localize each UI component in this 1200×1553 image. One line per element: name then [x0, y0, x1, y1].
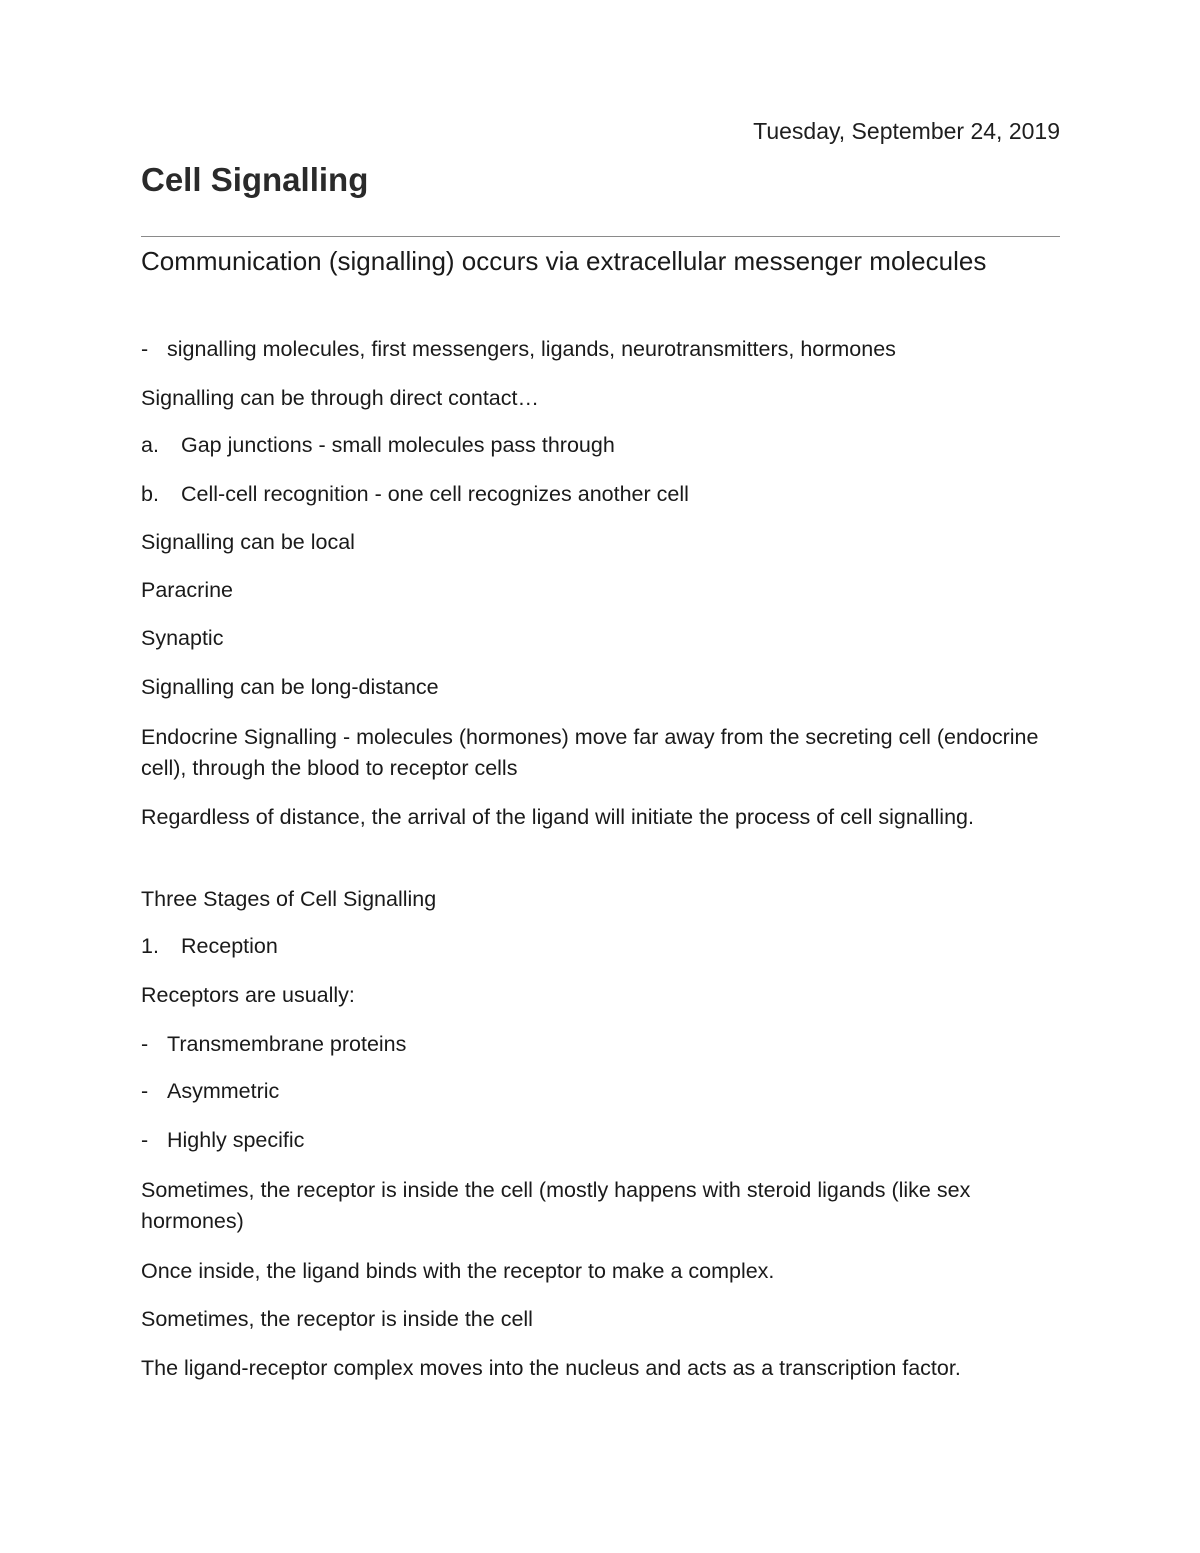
list-item-text: Reception [181, 934, 278, 958]
paragraph-direct-contact: Signalling can be through direct contact… [141, 386, 539, 410]
bullet-receptor-prop [141, 1076, 279, 1107]
bullet-text: Highly specific [167, 1128, 305, 1152]
section-heading: Communication (signalling) occurs via extracellular messenger molecules [141, 246, 987, 276]
paragraph-receptors-usually: Receptors are usually: [141, 983, 355, 1007]
paragraph-paracrine: Paracrine [141, 578, 234, 602]
paragraph-sometimes-inside: Sometimes, the receptor is inside the cell (mostly happens with steroid ligands (like sex hormones) [141, 1178, 971, 1233]
note-date: Tuesday, September 24, 2019 [753, 118, 1060, 144]
paragraph-long-distance: Signalling can be long-distance [141, 675, 439, 699]
numbered-item-1 [141, 931, 278, 962]
list-marker: a. [141, 433, 159, 457]
bullet-text: signalling molecules, first messengers, ligands, neurotransmitters, hormones [167, 337, 896, 361]
list-item-b [141, 479, 689, 510]
list-marker: b. [141, 482, 159, 506]
title-divider [141, 236, 1060, 237]
bullet-marker: - [141, 1032, 149, 1056]
paragraph-regardless: Regardless of distance, the arrival of the ligand will initiate the process of cell signalling. [141, 805, 974, 829]
bullet-signalling-molecules [141, 334, 896, 365]
bullet-marker: - [141, 337, 149, 361]
bullet-receptor-prop [141, 1125, 304, 1156]
list-item-a [141, 430, 615, 461]
page-title: Cell Signalling [141, 161, 369, 198]
list-marker: 1. [141, 934, 159, 958]
bullet-marker: - [141, 1079, 149, 1103]
bullet-text: Transmembrane proteins [167, 1032, 407, 1056]
list-item-text: Gap junctions - small molecules pass through [181, 433, 615, 457]
paragraph-synaptic: Synaptic [141, 626, 224, 650]
paragraph-sometimes-inside-2: Sometimes, the receptor is inside the cell [141, 1307, 533, 1331]
paragraph-endocrine: Endocrine Signalling - molecules (hormones) move far away from the secreting cell (endocrine cell), through the blood to receptor cells [141, 725, 1039, 780]
paragraph-once-inside: Once inside, the ligand binds with the receptor to make a complex. [141, 1259, 775, 1283]
bullet-marker: - [141, 1128, 149, 1152]
bullet-receptor-prop [141, 1029, 406, 1060]
paragraph-three-stages: Three Stages of Cell Signalling [141, 887, 437, 911]
paragraph-complex-moves: The ligand-receptor complex moves into the nucleus and acts as a transcription factor. [141, 1356, 961, 1380]
list-item-text: Cell-cell recognition - one cell recognizes another cell [181, 482, 689, 506]
bullet-text: Asymmetric [167, 1079, 280, 1103]
paragraph-local: Signalling can be local [141, 530, 355, 554]
